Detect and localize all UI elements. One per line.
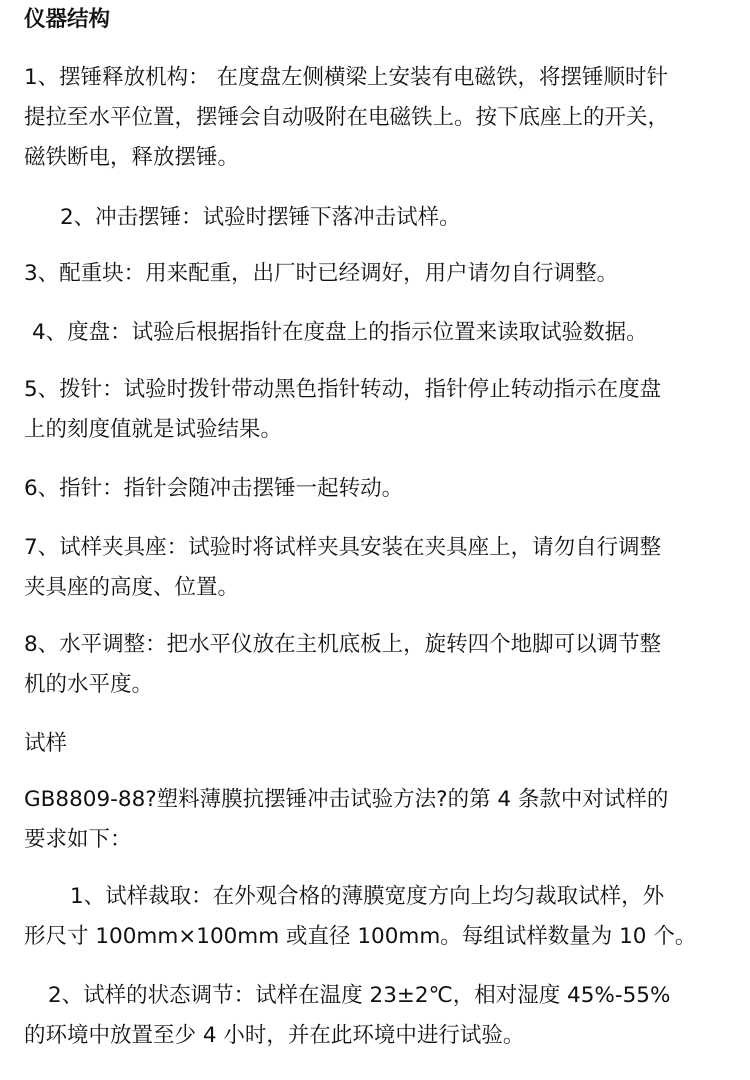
paragraph-11-line-2: 形尺寸 100mm×100mm 或直径 100mm。每组试样数量为 10 个。 bbox=[24, 924, 697, 949]
paragraph-10-line-2: 要求如下： bbox=[24, 827, 132, 852]
section-label-samples: 试样 bbox=[24, 731, 68, 756]
paragraph-11-line-1: 1、试样裁取：在外观合格的薄膜宽度方向上均匀裁取试样，外 bbox=[70, 884, 665, 909]
paragraph-7-line-1: 7、试样夹具座：试验时将试样夹具安装在夹具座上，请勿自行调整 bbox=[24, 535, 662, 560]
paragraph-10-line-1: GB8809-88?塑料薄膜抗摆锤冲击试验方法?的第 4 条款中对试样的 bbox=[24, 787, 669, 812]
document-heading: 仪器结构 bbox=[24, 7, 111, 32]
paragraph-1-line-3: 磁铁断电，释放摆锤。 bbox=[24, 145, 240, 170]
paragraph-8-line-2: 机的水平度。 bbox=[24, 672, 154, 697]
paragraph-3-line-1: 3、配重块：用来配重，出厂时已经调好，用户请勿自行调整。 bbox=[24, 261, 619, 286]
paragraph-5-line-1: 5、拨针：试验时拨针带动黑色指针转动，指针停止转动指示在度盘 bbox=[24, 377, 662, 402]
paragraph-1-line-1: 1、摆锤释放机构： 在度盘左侧横梁上安装有电磁铁，将摆锤顺时针 bbox=[24, 65, 669, 90]
paragraph-12-line-1: 2、试样的状态调节：试样在温度 23±2℃，相对湿度 45%-55% bbox=[48, 983, 671, 1008]
paragraph-2-line-1: 2、冲击摆锤：试验时摆锤下落冲击试样。 bbox=[60, 205, 461, 230]
paragraph-6-line-1: 6、指针：指针会随冲击摆锤一起转动。 bbox=[24, 476, 404, 501]
paragraph-12-line-2: 的环境中放置至少 4 小时，并在此环境中进行试验。 bbox=[24, 1023, 525, 1048]
paragraph-7-line-2: 夹具座的高度、位置。 bbox=[24, 575, 240, 600]
paragraph-5-line-2: 上的刻度值就是试验结果。 bbox=[24, 417, 283, 442]
paragraph-8-line-1: 8、水平调整：把水平仪放在主机底板上，旋转四个地脚可以调节整 bbox=[24, 632, 662, 657]
paragraph-4-line-1: 4、度盘：试验后根据指针在度盘上的指示位置来读取试验数据。 bbox=[32, 320, 648, 345]
paragraph-1-line-2: 提拉至水平位置，摆锤会自动吸附在电磁铁上。按下底座上的开关， bbox=[24, 105, 670, 130]
